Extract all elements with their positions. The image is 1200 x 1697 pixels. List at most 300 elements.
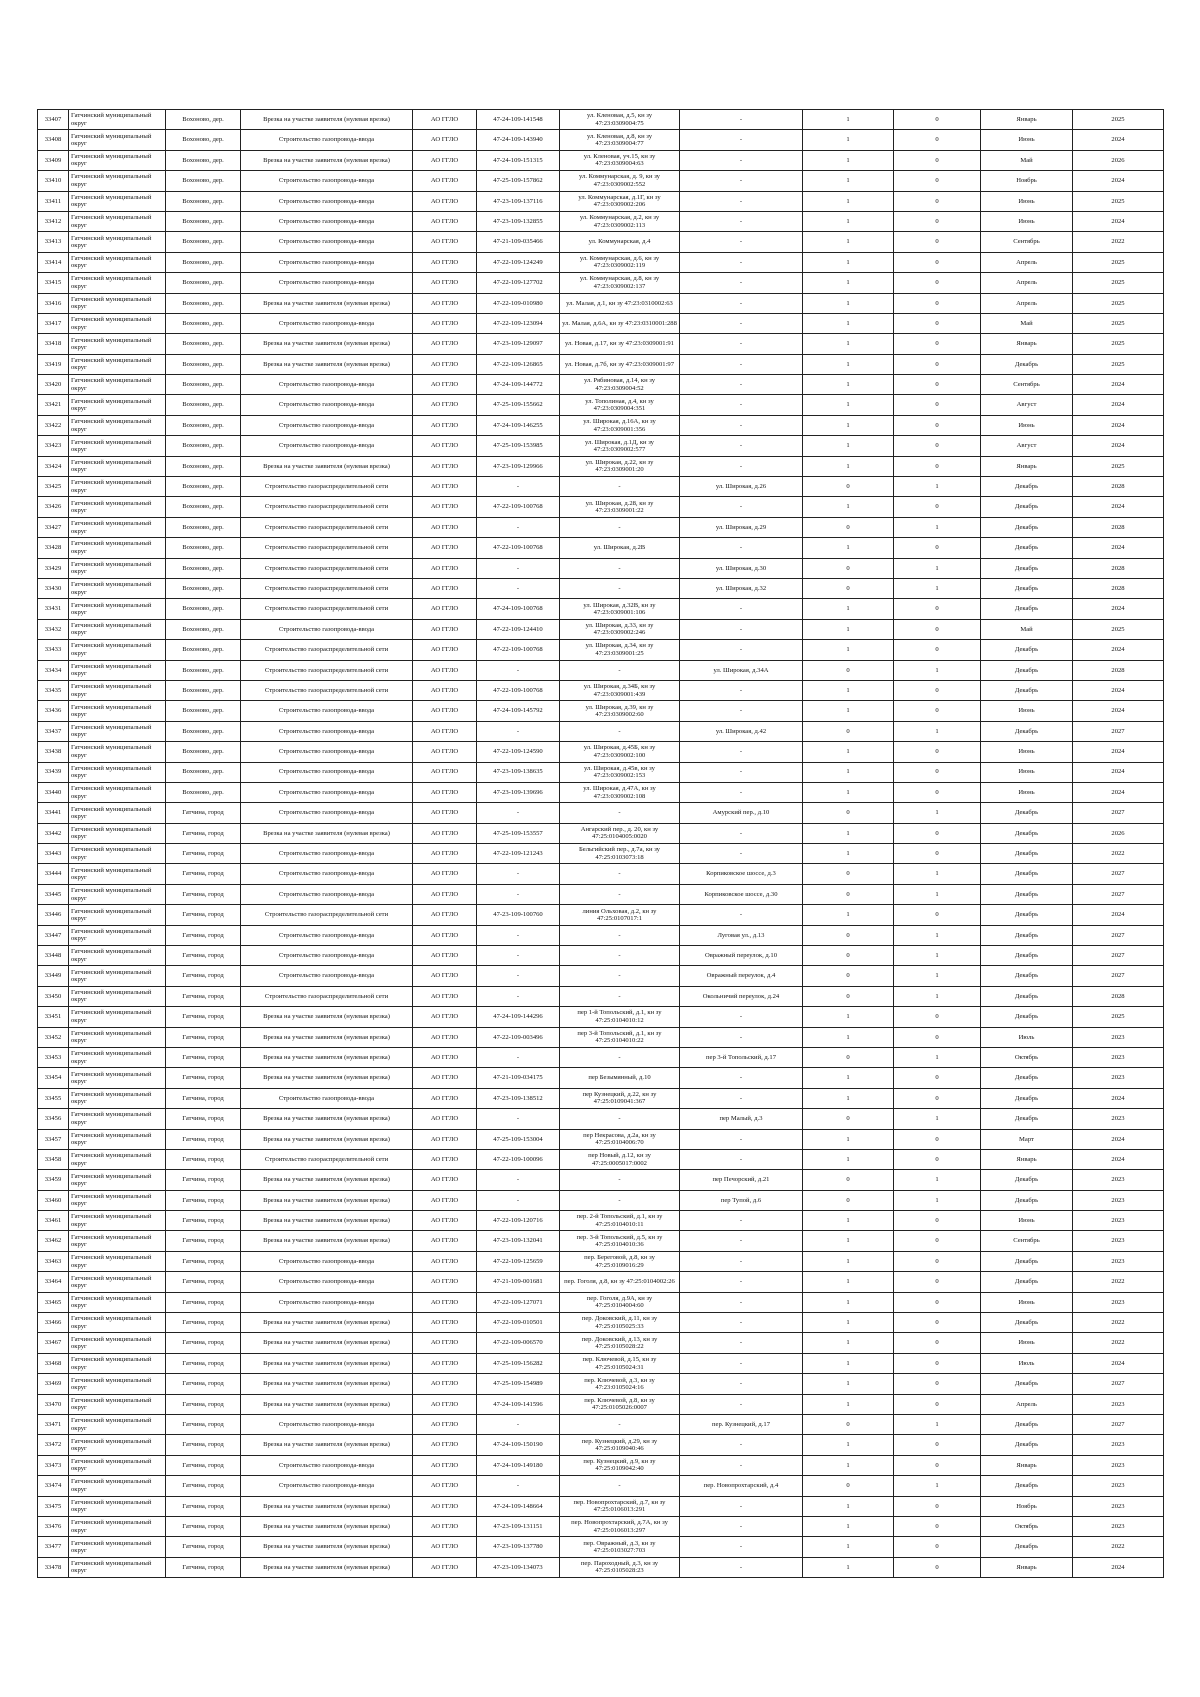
cell-organization: АО ГГЛО xyxy=(413,1333,477,1353)
cell-address-with-cadastral: ул. Широкая, д.39, кн зу 47:23:0309002:60 xyxy=(560,701,680,721)
table-row xyxy=(38,1129,1164,1149)
cell-district: Гатчинский муниципальный округ xyxy=(69,375,166,395)
cell-month: Июнь xyxy=(981,1211,1073,1231)
cell-request-number: 47-23-109-132041 xyxy=(477,1231,560,1251)
cell-district: Гатчинский муниципальный округ xyxy=(69,436,166,456)
cell-work-type: Строительство газораспределительной сети xyxy=(241,905,413,925)
cell-settlement: Вохоново, дер. xyxy=(166,640,241,660)
cell-work-type: Врезка на участке заявителя (нулевая врезка) xyxy=(241,823,413,843)
cell-settlement: Вохоново, дер. xyxy=(166,456,241,476)
cell-settlement: Гатчина, город xyxy=(166,1047,241,1067)
cell-request-number: 47-24-109-143940 xyxy=(477,130,560,150)
cell-count-b: 0 xyxy=(894,844,981,864)
cell-year: 2024 xyxy=(1073,782,1164,802)
cell-work-type: Строительство газопровода-ввода xyxy=(241,375,413,395)
gasification-table xyxy=(37,109,1164,1578)
table-row xyxy=(38,1170,1164,1190)
cell-work-type: Врезка на участке заявителя (нулевая врезка) xyxy=(241,1557,413,1577)
cell-count-a: 1 xyxy=(803,1557,894,1577)
cell-month: Декабрь xyxy=(981,1170,1073,1190)
cell-month: Декабрь xyxy=(981,1088,1073,1108)
cell-address-with-cadastral: ул. Новая, д.7б, кн зу 47:23:0309001:97 xyxy=(560,354,680,374)
cell-count-b: 1 xyxy=(894,477,981,497)
cell-organization: АО ГГЛО xyxy=(413,1007,477,1027)
cell-row-id: 33436 xyxy=(38,701,69,721)
cell-count-b: 0 xyxy=(894,1292,981,1312)
cell-settlement: Вохоново, дер. xyxy=(166,477,241,497)
cell-month: Октябрь xyxy=(981,1047,1073,1067)
cell-count-b: 0 xyxy=(894,1313,981,1333)
cell-year: 2024 xyxy=(1073,742,1164,762)
cell-planned-address: пер Малый, д.3 xyxy=(680,1109,803,1129)
cell-address-with-cadastral: пер. Новопрохтарский, д.7А, кн зу 47:25:0106013:297 xyxy=(560,1516,680,1536)
cell-settlement: Гатчина, город xyxy=(166,1170,241,1190)
cell-work-type: Врезка на участке заявителя (нулевая врезка) xyxy=(241,1374,413,1394)
cell-address-with-cadastral: пер. Кузнецкий, д.9, кн зу 47:25:0109042:40 xyxy=(560,1455,680,1475)
cell-year: 2022 xyxy=(1073,1537,1164,1557)
cell-month: Декабрь xyxy=(981,803,1073,823)
cell-address-with-cadastral: ул. Кленовая, уч.15, кн зу 47:23:0309004:63 xyxy=(560,150,680,170)
cell-planned-address: - xyxy=(680,1537,803,1557)
cell-work-type: Строительство газопровода-ввода xyxy=(241,211,413,231)
cell-work-type: Строительство газопровода-ввода xyxy=(241,782,413,802)
cell-district: Гатчинский муниципальный округ xyxy=(69,762,166,782)
cell-request-number: - xyxy=(477,1415,560,1435)
cell-request-number: 47-23-109-137116 xyxy=(477,191,560,211)
table-row xyxy=(38,171,1164,191)
cell-district: Гатчинский муниципальный округ xyxy=(69,395,166,415)
cell-request-number: 47-22-109-123094 xyxy=(477,313,560,333)
cell-planned-address: - xyxy=(680,110,803,130)
cell-district: Гатчинский муниципальный округ xyxy=(69,946,166,966)
cell-count-b: 0 xyxy=(894,905,981,925)
cell-count-a: 1 xyxy=(803,415,894,435)
cell-district: Гатчинский муниципальный округ xyxy=(69,1047,166,1067)
cell-organization: АО ГГЛО xyxy=(413,477,477,497)
cell-district: Гатчинский муниципальный округ xyxy=(69,1496,166,1516)
table-row xyxy=(38,1374,1164,1394)
cell-address-with-cadastral: ул. Широкая, д.28, кн зу 47:23:0309001:22 xyxy=(560,497,680,517)
cell-month: Декабрь xyxy=(981,1007,1073,1027)
cell-address-with-cadastral: пер. Береговой, д.8, кн зу 47:25:0109016:29 xyxy=(560,1251,680,1271)
cell-year: 2027 xyxy=(1073,864,1164,884)
table-row xyxy=(38,1231,1164,1251)
cell-row-id: 33412 xyxy=(38,211,69,231)
cell-count-b: 1 xyxy=(894,578,981,598)
table-row xyxy=(38,313,1164,333)
cell-planned-address: - xyxy=(680,1353,803,1373)
cell-count-a: 0 xyxy=(803,1047,894,1067)
cell-district: Гатчинский муниципальный округ xyxy=(69,171,166,191)
cell-settlement: Гатчина, город xyxy=(166,1496,241,1516)
cell-work-type: Врезка на участке заявителя (нулевая врезка) xyxy=(241,1211,413,1231)
cell-planned-address: пер. Новопрохтарский, д.4 xyxy=(680,1476,803,1496)
cell-planned-address: - xyxy=(680,211,803,231)
cell-year: 2023 xyxy=(1073,1394,1164,1414)
cell-planned-address: ул. Широкая, д.34А xyxy=(680,660,803,680)
cell-year: 2025 xyxy=(1073,252,1164,272)
cell-planned-address: пер 3-й Топольский, д.17 xyxy=(680,1047,803,1067)
cell-count-b: 1 xyxy=(894,884,981,904)
cell-settlement: Вохоново, дер. xyxy=(166,252,241,272)
cell-count-b: 0 xyxy=(894,110,981,130)
cell-address-with-cadastral: ул. Новая, д.17, кн зу 47:23:0309001:91 xyxy=(560,334,680,354)
cell-row-id: 33424 xyxy=(38,456,69,476)
cell-organization: АО ГГЛО xyxy=(413,701,477,721)
cell-count-b: 0 xyxy=(894,1496,981,1516)
cell-planned-address: Луговая ул., д.13 xyxy=(680,925,803,945)
cell-district: Гатчинский муниципальный округ xyxy=(69,252,166,272)
cell-settlement: Гатчина, город xyxy=(166,905,241,925)
cell-row-id: 33449 xyxy=(38,966,69,986)
cell-organization: АО ГГЛО xyxy=(413,864,477,884)
cell-year: 2027 xyxy=(1073,803,1164,823)
cell-count-a: 1 xyxy=(803,1313,894,1333)
cell-year: 2025 xyxy=(1073,273,1164,293)
cell-organization: АО ГГЛО xyxy=(413,884,477,904)
cell-work-type: Врезка на участке заявителя (нулевая врезка) xyxy=(241,1190,413,1210)
cell-count-b: 0 xyxy=(894,211,981,231)
cell-organization: АО ГГЛО xyxy=(413,966,477,986)
cell-settlement: Гатчина, город xyxy=(166,1068,241,1088)
cell-month: Август xyxy=(981,436,1073,456)
cell-row-id: 33478 xyxy=(38,1557,69,1577)
cell-row-id: 33418 xyxy=(38,334,69,354)
cell-count-b: 1 xyxy=(894,803,981,823)
cell-month: Январь xyxy=(981,1557,1073,1577)
cell-year: 2028 xyxy=(1073,558,1164,578)
cell-address-with-cadastral: - xyxy=(560,925,680,945)
cell-count-a: 1 xyxy=(803,334,894,354)
cell-organization: АО ГГЛО xyxy=(413,110,477,130)
cell-row-id: 33455 xyxy=(38,1088,69,1108)
cell-request-number: 47-23-109-129097 xyxy=(477,334,560,354)
cell-planned-address: - xyxy=(680,619,803,639)
table-row xyxy=(38,415,1164,435)
cell-month: Январь xyxy=(981,1455,1073,1475)
cell-work-type: Строительство газораспределительной сети xyxy=(241,497,413,517)
cell-address-with-cadastral: пер. Новопрохтарский, д.7, кн зу 47:25:0106013:291 xyxy=(560,1496,680,1516)
cell-count-b: 0 xyxy=(894,130,981,150)
cell-work-type: Строительство газопровода-ввода xyxy=(241,191,413,211)
cell-district: Гатчинский муниципальный округ xyxy=(69,966,166,986)
table-row xyxy=(38,232,1164,252)
cell-month: Декабрь xyxy=(981,986,1073,1006)
table-row xyxy=(38,395,1164,415)
cell-request-number: 47-22-109-100768 xyxy=(477,538,560,558)
cell-planned-address: - xyxy=(680,1292,803,1312)
cell-planned-address: - xyxy=(680,130,803,150)
cell-count-b: 1 xyxy=(894,966,981,986)
cell-settlement: Вохоново, дер. xyxy=(166,660,241,680)
cell-year: 2023 xyxy=(1073,1435,1164,1455)
cell-planned-address: - xyxy=(680,701,803,721)
cell-organization: АО ГГЛО xyxy=(413,558,477,578)
cell-address-with-cadastral: - xyxy=(560,660,680,680)
cell-row-id: 33471 xyxy=(38,1415,69,1435)
cell-year: 2025 xyxy=(1073,1007,1164,1027)
cell-month: Май xyxy=(981,150,1073,170)
cell-organization: АО ГГЛО xyxy=(413,415,477,435)
cell-year: 2024 xyxy=(1073,680,1164,700)
cell-count-a: 1 xyxy=(803,538,894,558)
cell-count-a: 0 xyxy=(803,578,894,598)
cell-district: Гатчинский муниципальный округ xyxy=(69,1374,166,1394)
cell-address-with-cadastral: пер 3-й Топольский, д.1, кн зу 47:25:0104010:22 xyxy=(560,1027,680,1047)
cell-year: 2023 xyxy=(1073,1211,1164,1231)
cell-count-a: 0 xyxy=(803,803,894,823)
cell-year: 2027 xyxy=(1073,925,1164,945)
cell-planned-address: - xyxy=(680,497,803,517)
cell-address-with-cadastral: ул. Коммунарская, д. 9, кн зу 47:23:0309002:552 xyxy=(560,171,680,191)
cell-work-type: Врезка на участке заявителя (нулевая врезка) xyxy=(241,354,413,374)
cell-count-b: 0 xyxy=(894,1435,981,1455)
cell-month: Декабрь xyxy=(981,1415,1073,1435)
table-row xyxy=(38,497,1164,517)
cell-request-number: - xyxy=(477,803,560,823)
cell-year: 2023 xyxy=(1073,1455,1164,1475)
cell-month: Июнь xyxy=(981,742,1073,762)
cell-month: Июнь xyxy=(981,1292,1073,1312)
cell-request-number: 47-23-109-137780 xyxy=(477,1537,560,1557)
cell-work-type: Строительство газопровода-ввода xyxy=(241,884,413,904)
cell-count-b: 0 xyxy=(894,1272,981,1292)
cell-count-a: 1 xyxy=(803,1435,894,1455)
cell-request-number: 47-24-109-141596 xyxy=(477,1394,560,1414)
cell-month: Декабрь xyxy=(981,905,1073,925)
cell-count-a: 1 xyxy=(803,171,894,191)
cell-count-b: 0 xyxy=(894,273,981,293)
cell-address-with-cadastral: ул. Широкая, д.47А, кн зу 47:23:0309002:108 xyxy=(560,782,680,802)
cell-count-a: 1 xyxy=(803,1455,894,1475)
cell-address-with-cadastral: Ангарский пер., д. 20, кн зу 47:25:0104005:0020 xyxy=(560,823,680,843)
cell-planned-address: - xyxy=(680,150,803,170)
cell-month: Декабрь xyxy=(981,517,1073,537)
cell-count-a: 1 xyxy=(803,293,894,313)
cell-month: Июнь xyxy=(981,211,1073,231)
cell-planned-address: - xyxy=(680,191,803,211)
cell-address-with-cadastral: пер. Доковский, д.13, кн зу 47:25:0105028:22 xyxy=(560,1333,680,1353)
cell-row-id: 33415 xyxy=(38,273,69,293)
cell-count-b: 1 xyxy=(894,946,981,966)
cell-count-b: 0 xyxy=(894,1007,981,1027)
cell-planned-address: Корпиковское шоссе, д.3 xyxy=(680,864,803,884)
cell-month: Октябрь xyxy=(981,1516,1073,1536)
cell-settlement: Вохоново, дер. xyxy=(166,701,241,721)
cell-count-a: 0 xyxy=(803,558,894,578)
cell-request-number: - xyxy=(477,1170,560,1190)
cell-work-type: Строительство газопровода-ввода xyxy=(241,1251,413,1271)
cell-count-a: 0 xyxy=(803,721,894,741)
cell-organization: АО ГГЛО xyxy=(413,1476,477,1496)
table-row xyxy=(38,1047,1164,1067)
cell-request-number: - xyxy=(477,1047,560,1067)
table-row xyxy=(38,986,1164,1006)
cell-month: Март xyxy=(981,1129,1073,1149)
cell-address-with-cadastral: пер. Ключевой, д.15, кн зу 47:25:0105024:31 xyxy=(560,1353,680,1373)
cell-count-a: 1 xyxy=(803,395,894,415)
cell-planned-address: Овражный переулок, д.10 xyxy=(680,946,803,966)
cell-request-number: - xyxy=(477,578,560,598)
cell-planned-address: Амурский пер., д.10 xyxy=(680,803,803,823)
cell-organization: АО ГГЛО xyxy=(413,313,477,333)
cell-work-type: Врезка на участке заявителя (нулевая врезка) xyxy=(241,150,413,170)
cell-request-number: - xyxy=(477,1109,560,1129)
table-row xyxy=(38,150,1164,170)
cell-request-number: - xyxy=(477,721,560,741)
cell-settlement: Гатчина, город xyxy=(166,1313,241,1333)
cell-organization: АО ГГЛО xyxy=(413,232,477,252)
table-row xyxy=(38,1557,1164,1577)
cell-row-id: 33422 xyxy=(38,415,69,435)
cell-month: Май xyxy=(981,313,1073,333)
cell-district: Гатчинский муниципальный округ xyxy=(69,1190,166,1210)
cell-work-type: Строительство газопровода-ввода xyxy=(241,1476,413,1496)
cell-month: Июнь xyxy=(981,782,1073,802)
cell-settlement: Гатчина, город xyxy=(166,864,241,884)
cell-settlement: Гатчина, город xyxy=(166,1415,241,1435)
cell-request-number: - xyxy=(477,925,560,945)
cell-row-id: 33431 xyxy=(38,599,69,619)
cell-month: Апрель xyxy=(981,273,1073,293)
table-row xyxy=(38,742,1164,762)
cell-request-number: - xyxy=(477,477,560,497)
cell-organization: АО ГГЛО xyxy=(413,1149,477,1169)
cell-district: Гатчинский муниципальный округ xyxy=(69,293,166,313)
cell-year: 2022 xyxy=(1073,1313,1164,1333)
cell-settlement: Гатчина, город xyxy=(166,925,241,945)
table-row xyxy=(38,599,1164,619)
cell-settlement: Вохоново, дер. xyxy=(166,497,241,517)
cell-count-a: 0 xyxy=(803,1170,894,1190)
cell-settlement: Гатчина, город xyxy=(166,1231,241,1251)
cell-planned-address: - xyxy=(680,171,803,191)
cell-row-id: 33454 xyxy=(38,1068,69,1088)
cell-address-with-cadastral: ул. Малая, д.6А, кн зу 47:23:0310001:288 xyxy=(560,313,680,333)
cell-district: Гатчинский муниципальный округ xyxy=(69,273,166,293)
cell-district: Гатчинский муниципальный округ xyxy=(69,680,166,700)
cell-month: Апрель xyxy=(981,1394,1073,1414)
cell-count-b: 0 xyxy=(894,619,981,639)
cell-count-b: 0 xyxy=(894,375,981,395)
cell-row-id: 33453 xyxy=(38,1047,69,1067)
cell-count-b: 0 xyxy=(894,1333,981,1353)
cell-request-number: - xyxy=(477,1476,560,1496)
table-row xyxy=(38,946,1164,966)
cell-row-id: 33416 xyxy=(38,293,69,313)
cell-organization: АО ГГЛО xyxy=(413,946,477,966)
cell-address-with-cadastral: - xyxy=(560,803,680,823)
cell-planned-address: - xyxy=(680,1272,803,1292)
cell-request-number: 47-24-109-146255 xyxy=(477,415,560,435)
cell-request-number: 47-23-109-138512 xyxy=(477,1088,560,1108)
cell-organization: АО ГГЛО xyxy=(413,1027,477,1047)
cell-settlement: Вохоново, дер. xyxy=(166,211,241,231)
cell-planned-address: - xyxy=(680,1007,803,1027)
cell-district: Гатчинский муниципальный округ xyxy=(69,1272,166,1292)
cell-count-b: 1 xyxy=(894,558,981,578)
cell-organization: АО ГГЛО xyxy=(413,517,477,537)
cell-row-id: 33447 xyxy=(38,925,69,945)
cell-row-id: 33411 xyxy=(38,191,69,211)
cell-address-with-cadastral: ул. Коммунарская, д.8, кн зу 47:23:0309002:137 xyxy=(560,273,680,293)
cell-settlement: Гатчина, город xyxy=(166,1007,241,1027)
cell-row-id: 33438 xyxy=(38,742,69,762)
cell-settlement: Вохоново, дер. xyxy=(166,721,241,741)
cell-row-id: 33464 xyxy=(38,1272,69,1292)
cell-row-id: 33462 xyxy=(38,1231,69,1251)
table-row xyxy=(38,864,1164,884)
cell-work-type: Строительство газопровода-ввода xyxy=(241,232,413,252)
cell-address-with-cadastral: ул. Коммунарская, д.2, кн зу 47:23:0309002:113 xyxy=(560,211,680,231)
cell-count-b: 0 xyxy=(894,150,981,170)
cell-month: Декабрь xyxy=(981,640,1073,660)
cell-row-id: 33475 xyxy=(38,1496,69,1516)
cell-address-with-cadastral: - xyxy=(560,1190,680,1210)
cell-row-id: 33437 xyxy=(38,721,69,741)
cell-row-id: 33465 xyxy=(38,1292,69,1312)
cell-planned-address: - xyxy=(680,436,803,456)
cell-settlement: Гатчина, город xyxy=(166,1129,241,1149)
cell-count-b: 0 xyxy=(894,823,981,843)
cell-month: Декабрь xyxy=(981,477,1073,497)
cell-district: Гатчинский муниципальный округ xyxy=(69,1394,166,1414)
cell-count-a: 1 xyxy=(803,619,894,639)
cell-count-b: 0 xyxy=(894,415,981,435)
cell-settlement: Гатчина, город xyxy=(166,1353,241,1373)
cell-row-id: 33440 xyxy=(38,782,69,802)
cell-request-number: 47-25-109-157862 xyxy=(477,171,560,191)
cell-row-id: 33442 xyxy=(38,823,69,843)
cell-settlement: Вохоново, дер. xyxy=(166,395,241,415)
cell-address-with-cadastral: - xyxy=(560,721,680,741)
cell-year: 2024 xyxy=(1073,395,1164,415)
cell-district: Гатчинский муниципальный округ xyxy=(69,517,166,537)
cell-settlement: Гатчина, город xyxy=(166,1374,241,1394)
cell-organization: АО ГГЛО xyxy=(413,721,477,741)
table-row xyxy=(38,1353,1164,1373)
cell-row-id: 33468 xyxy=(38,1353,69,1373)
cell-planned-address: - xyxy=(680,252,803,272)
cell-request-number: 47-23-109-139696 xyxy=(477,782,560,802)
cell-work-type: Врезка на участке заявителя (нулевая врезка) xyxy=(241,1068,413,1088)
cell-year: 2024 xyxy=(1073,415,1164,435)
cell-settlement: Вохоново, дер. xyxy=(166,578,241,598)
cell-year: 2023 xyxy=(1073,1476,1164,1496)
cell-district: Гатчинский муниципальный округ xyxy=(69,1109,166,1129)
cell-row-id: 33432 xyxy=(38,619,69,639)
cell-organization: АО ГГЛО xyxy=(413,334,477,354)
cell-planned-address: - xyxy=(680,1394,803,1414)
cell-request-number: 47-22-109-100096 xyxy=(477,1149,560,1169)
cell-settlement: Гатчина, город xyxy=(166,884,241,904)
cell-month: Май xyxy=(981,619,1073,639)
cell-request-number: 47-25-109-153557 xyxy=(477,823,560,843)
cell-planned-address: - xyxy=(680,599,803,619)
cell-settlement: Вохоново, дер. xyxy=(166,110,241,130)
cell-organization: АО ГГЛО xyxy=(413,782,477,802)
cell-request-number: - xyxy=(477,517,560,537)
cell-planned-address: - xyxy=(680,1313,803,1333)
cell-settlement: Гатчина, город xyxy=(166,1435,241,1455)
cell-count-b: 0 xyxy=(894,1537,981,1557)
table-row xyxy=(38,1313,1164,1333)
cell-month: Декабрь xyxy=(981,497,1073,517)
cell-year: 2028 xyxy=(1073,660,1164,680)
cell-count-a: 1 xyxy=(803,680,894,700)
cell-request-number: 47-22-109-124249 xyxy=(477,252,560,272)
table-row xyxy=(38,517,1164,537)
